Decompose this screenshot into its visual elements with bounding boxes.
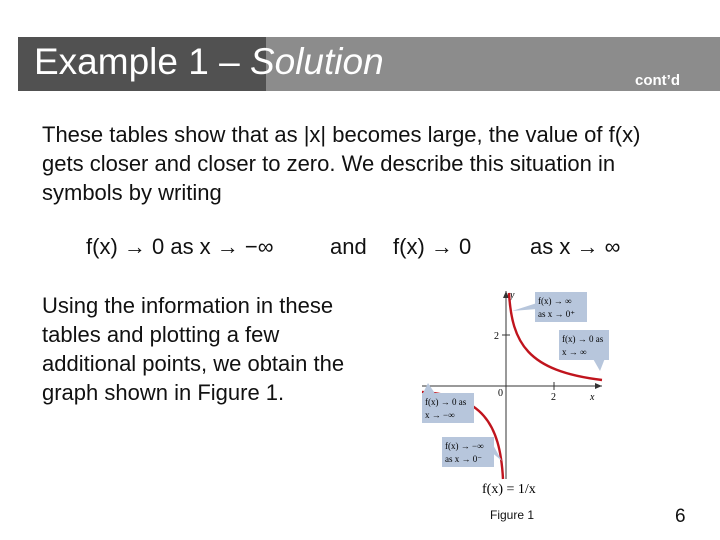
origin-label: 0	[498, 388, 503, 399]
slide-title	[34, 41, 384, 83]
title-plain: Example 1 –	[34, 41, 250, 82]
formula-and: and	[330, 234, 367, 259]
x-axis-arrow	[595, 383, 602, 389]
page-number: 6	[675, 506, 686, 527]
callout-text: f(x) → 0 as	[425, 397, 467, 407]
y-axis-label: y	[510, 290, 515, 301]
callout-pointer	[512, 303, 537, 311]
callout-text: f(x) → ∞	[538, 296, 572, 306]
callout-text: f(x) → 0 as	[562, 334, 604, 344]
figure-caption: Figure 1	[490, 508, 535, 522]
formula-right-fx: f(x) → 0	[393, 234, 472, 259]
paragraph-graph-note: Using the information in these tables and plotting a few additional points, we obtain the graph shown in Figure 1.	[42, 293, 345, 405]
x-tick-label: 2	[551, 392, 556, 403]
formula-right-as: as x → ∞	[530, 234, 621, 259]
reciprocal-graph	[402, 283, 612, 505]
callout-text: as x → 0⁻	[445, 454, 482, 464]
callout-text: as x → 0⁺	[538, 309, 575, 319]
x-axis-label: x	[590, 392, 595, 403]
y-tick-label: 2	[494, 331, 499, 342]
formula-left: f(x) → 0 as x → −∞	[86, 234, 274, 259]
callout-text: x → ∞	[562, 347, 587, 357]
paragraph-intro: These tables show that as |x| becomes large, the value of f(x) gets closer and closer to zero. We describe this situation in symbols by writing	[42, 122, 641, 205]
continued-label: cont’d	[635, 72, 680, 89]
function-equation: f(x) = 1/x	[482, 482, 536, 497]
title-italic: Solution	[249, 41, 384, 82]
callout-text: f(x) → −∞	[445, 441, 484, 451]
callout-text: x → −∞	[425, 410, 455, 420]
